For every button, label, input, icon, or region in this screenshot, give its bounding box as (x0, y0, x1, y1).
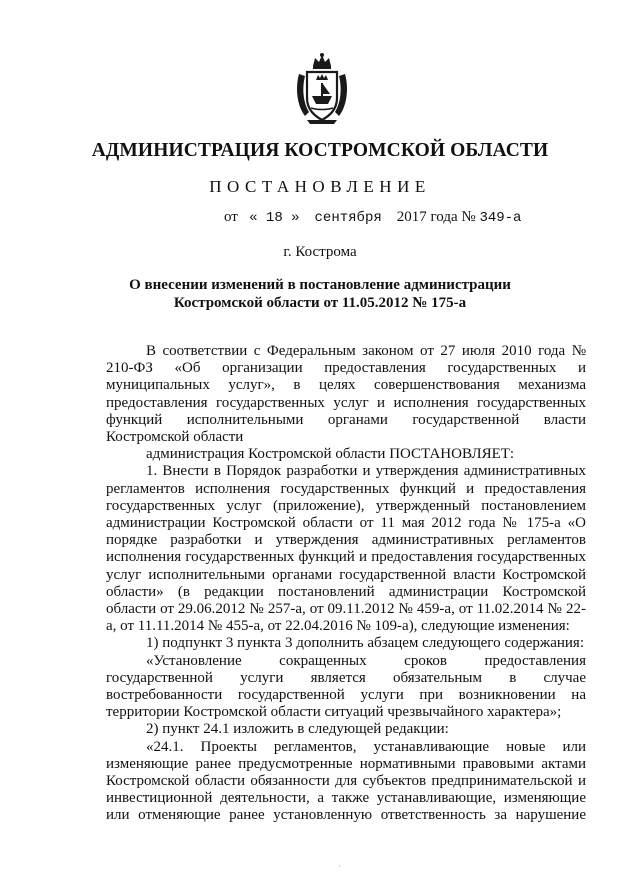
document-title (0, 276, 640, 312)
date-month: сентября (314, 210, 382, 226)
city-name: г. Кострома (283, 244, 357, 260)
document-body (106, 343, 586, 825)
paragraph-subitem-2: 2) пункт 24.1 изложить в следующей редакции: (146, 721, 449, 738)
title-line-2: Костромской области от 11.05.2012 № 175-а (173, 295, 467, 311)
date-year: 2017 года № (396, 209, 476, 225)
paragraph-quote-1: «Установление сокращенных сроков предоставления государственной услуги является обязательным в случае востребованности государственной услуги при возникновении на территории Костромской области ситуаций чрезвычайного характера»; (106, 652, 586, 721)
paragraph-resolves: администрация Костромской области ПОСТАНОВЛЯЕТ: (146, 446, 515, 463)
coat-of-arms-icon (293, 52, 351, 126)
paragraph-item-1: 1. Внести в Порядок разработки и утверждения административных регламентов исполнения государственных функций и предоставления государственных услуг (приложение), утвержденный постановлением администрации Костромской области от 11 мая 2012 года № 175-а «О порядке разработки и утверждения административных регламентов исполнения государственных функций и предоставления государственных услуг исполнительными органами государственной власти Костромской области» (в редакции постановлений администрации Костромской области от 29.06.2012 № 257-а, от 09.11.2012 № 459-а, от 11.02.2014 № 22-а, от 11.11.2014 № 455-а, от 22.04.2016 № 109-а), следующие изменения: (106, 463, 586, 635)
coat-of-arms-emblem (293, 52, 351, 126)
paragraph-quote-2: «24.1. Проекты регламентов, устанавливающие новые или изменяющие ранее предусмотренные нормативными правовыми актами Костромской области обязанности для субъектов предпринимательской и инвестиционной деятельности, а также устанавливающие, изменяющие или отменяющие ранее установленную ответственность за нарушение (106, 738, 586, 824)
title-line-1: О внесении изменений в постановление администрации (129, 277, 511, 293)
document-dateline (224, 209, 521, 226)
document-number: 349-а (479, 210, 522, 226)
scan-speck: · (338, 862, 341, 871)
date-prefix: от (224, 209, 238, 225)
document-type: ПОСТАНОВЛЕНИЕ (209, 177, 431, 196)
organization-name: АДМИНИСТРАЦИЯ КОСТРОМСКОЙ ОБЛАСТИ (91, 140, 549, 161)
paragraph-subitem-1: 1) подпункт 3 пункта 3 дополнить абзацем следующего содержания: (146, 635, 584, 652)
paragraph-preamble: В соответствии с Федеральным законом от 27 июля 2010 года № 210-ФЗ «Об организации предоставления государственных и муниципальных услуг», в целях совершенствования механизма предоставления государственных услуг и исполнения государственных функций исполнительными органами государственной власти Костромской области (106, 343, 586, 446)
date-day: « 18 » (249, 210, 300, 226)
